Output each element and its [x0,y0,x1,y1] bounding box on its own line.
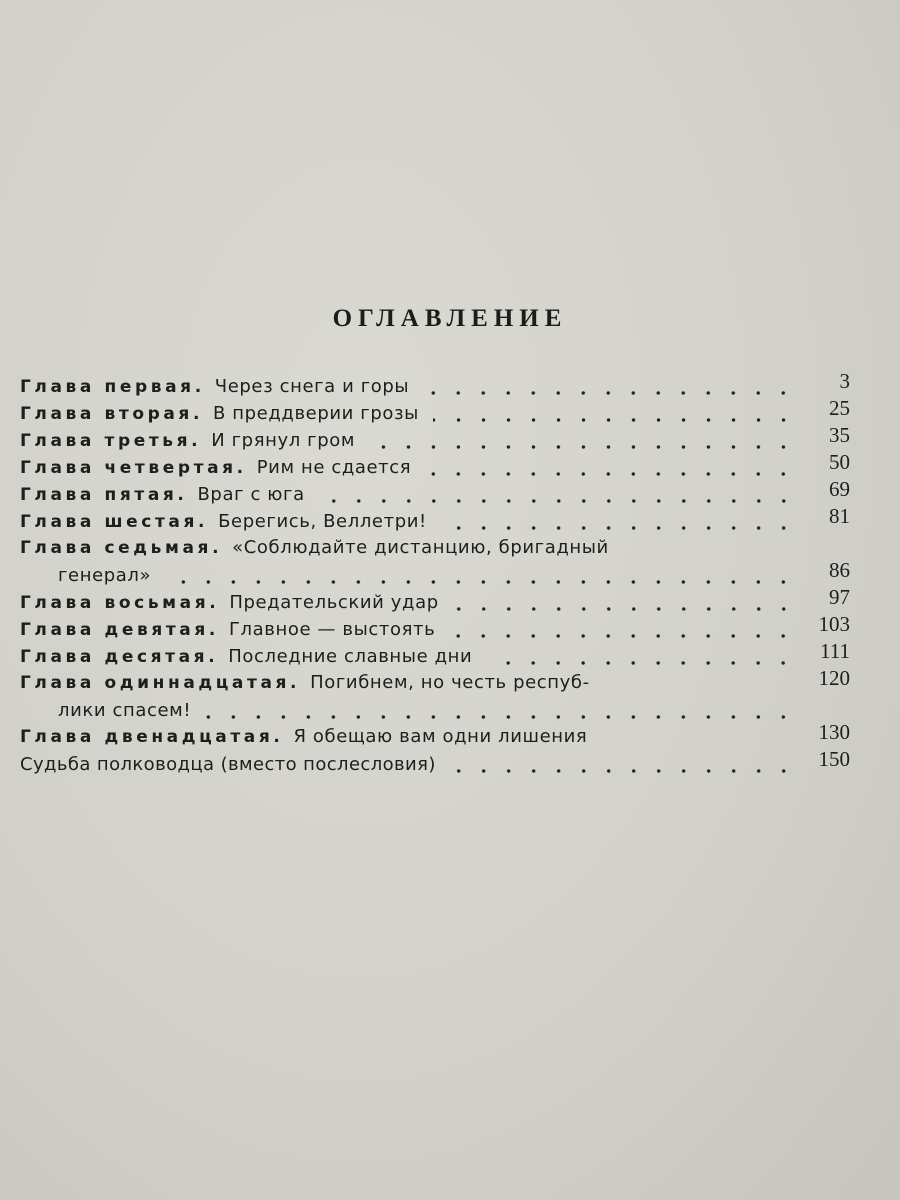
toc-entry-9 [20,612,850,642]
chapter-title: Берегись, Веллетри! [218,511,427,532]
leader-dots [205,700,796,720]
page-number: 103 [818,612,850,636]
leader-dots [319,484,796,504]
page-number: 69 [829,477,850,501]
toc-entry-1 [20,369,850,399]
chapter-label: Глава шестая. [20,512,209,532]
page-number: 130 [818,720,850,744]
page-number: 120 [818,666,850,690]
chapter-title: Главное — выстоять [228,619,436,640]
page-number: 50 [829,450,850,474]
toc-entry-7 [20,534,850,588]
chapter-title: Через снега и горы [214,376,410,397]
page-number: 150 [818,747,850,771]
chapter-title: И грянул гром [211,430,356,451]
chapter-title: В преддверии грозы [213,403,419,424]
toc-entry-2 [20,396,850,426]
toc-entry-11 [20,666,850,723]
toc-entry-6 [20,504,850,534]
page-number: 3 [839,369,850,393]
chapter-label: Глава девятая. [20,620,219,640]
toc-entry-13 [20,747,850,777]
page-number: 81 [829,504,850,528]
leader-dots [449,619,796,639]
page-number: 25 [829,396,850,420]
chapter-label: Глава восьмая. [20,593,220,613]
leader-dots [425,457,796,477]
leader-dots [369,430,796,450]
chapter-title: Враг с юга [197,484,305,505]
toc-entry-10 [20,639,850,669]
leader-dots [453,592,796,612]
afterword-title: Судьба полководца (вместо послесловия) [20,754,436,775]
toc-entry-5 [20,477,850,507]
toc-heading: ОГЛАВЛЕНИЕ [332,305,568,332]
leader-dots [423,376,796,396]
chapter-title: Я обещаю вам одни лишения [293,726,588,747]
page-number: 35 [829,423,850,447]
leader-dots [486,646,796,666]
chapter-title: «Соблюдайте дистанцию, бригадный [232,537,609,558]
chapter-title: Рим не сдается [256,457,412,478]
chapter-label: Глава первая. [20,377,205,397]
table-of-contents [20,369,850,777]
chapter-title: Погибнем, но честь респуб- [310,672,590,693]
toc-entry-3 [20,423,850,453]
chapter-label: Глава одиннадцатая. [20,673,301,693]
chapter-label: Глава третья. [20,431,202,451]
toc-entry-4 [20,450,850,480]
chapter-label: Глава десятая. [20,647,219,667]
leader-dots [165,565,796,585]
page-number: 111 [820,639,850,663]
leader-dots [450,754,796,774]
page-number: 97 [829,585,850,609]
chapter-label: Глава пятая. [20,485,188,505]
chapter-title: Предательский удар [229,592,439,613]
chapter-label: Глава седьмая. [20,538,223,558]
chapter-title-continued: генерал» [58,565,152,586]
chapter-label: Глава двенадцатая. [20,727,284,747]
leader-dots [441,511,796,531]
toc-entry-8 [20,585,850,615]
chapter-title: Последние славные дни [228,646,473,667]
chapter-label: Глава четвертая. [20,458,247,478]
toc-entry-12 [20,720,850,750]
chapter-title-continued: лики спасем! [58,700,192,721]
chapter-label: Глава вторая. [20,404,204,424]
page-number: 86 [829,558,850,582]
leader-dots [433,403,796,423]
